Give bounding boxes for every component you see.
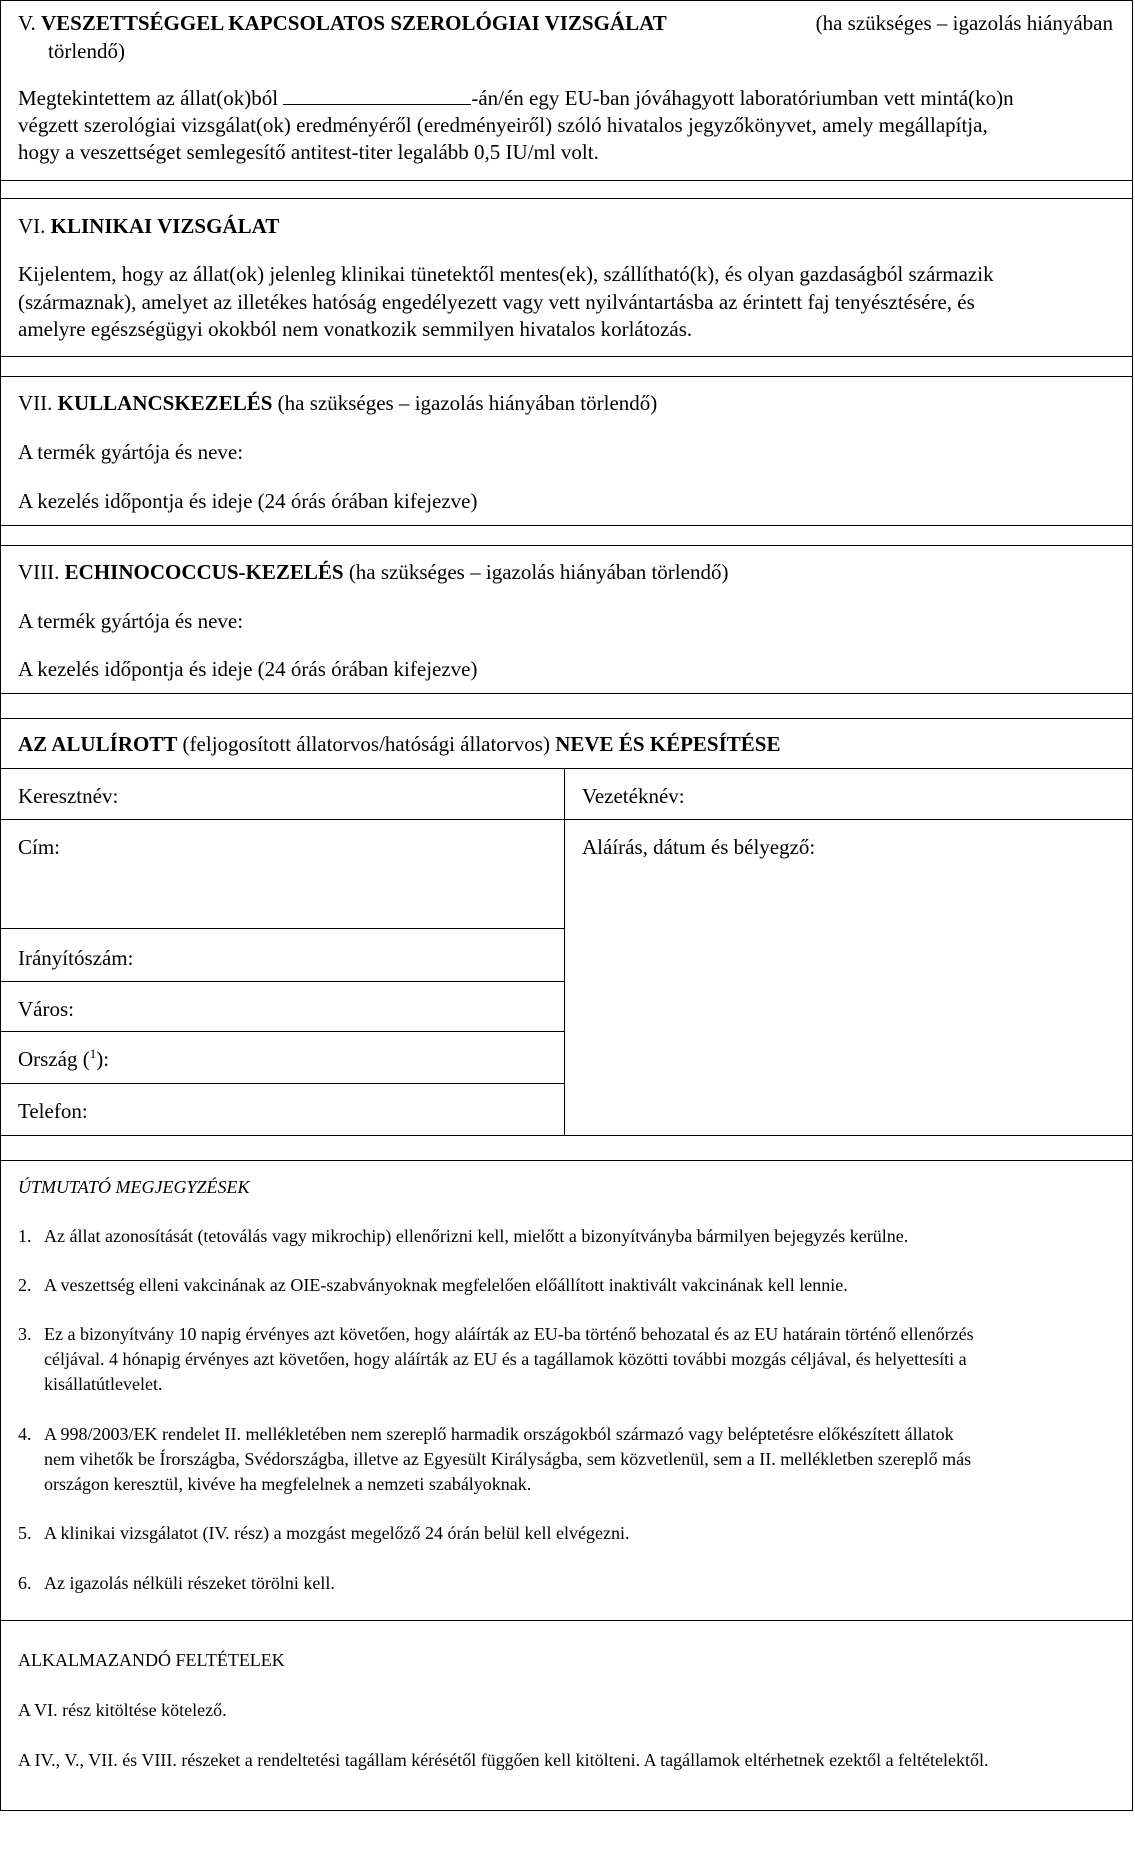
- divider: [0, 1083, 564, 1084]
- divider: [0, 525, 1133, 526]
- notes-heading: ÚTMUTATÓ MEGJEGYZÉSEK: [18, 1177, 250, 1197]
- divider: [0, 928, 564, 929]
- first-name-field[interactable]: Keresztnév:: [18, 784, 119, 808]
- note-5: 5. A klinikai vizsgálatot (IV. rész) a mozgást megelőző 24 órán belül kell elvégezni.: [18, 1523, 630, 1543]
- section-8-product-field[interactable]: A termék gyártója és neve:: [18, 609, 244, 633]
- section-5-line-1: Megtekintettem az állat(ok)ból -án/én egy EU-ban jóváhagyott laboratóriumban vett mintá(ko)n: [18, 86, 1014, 110]
- divider: [0, 1135, 1133, 1136]
- divider: [0, 693, 1133, 694]
- divider: [0, 1160, 1133, 1161]
- section-5-line-2: végzett szerológiai vizsgálat(ok) eredményéről (eredményeiről) szóló hivatalos jegyzőkönyvet, amely megállapítja,: [18, 113, 988, 137]
- note-1: 1. Az állat azonosítását (tetoválás vagy mikrochip) ellenőrizni kell, mielőtt a bizonyítványba bármilyen bejegyzés kerülne.: [18, 1226, 909, 1246]
- section-6-line-2: (származnak), amelyet az illetékes hatóság engedélyezett vagy vett nyilvántartásba az érintett faj tenyésztésére, és: [18, 290, 975, 314]
- condition-1: A VI. rész kitöltése kötelező.: [18, 1700, 227, 1720]
- country-field[interactable]: Ország ($^1$):: [18, 1046, 110, 1071]
- conditions-heading: ALKALMAZANDÓ FELTÉTELEK: [18, 1650, 285, 1670]
- section-7-product-field[interactable]: A termék gyártója és neve:: [18, 440, 244, 464]
- note-4-line-1: A 998/2003/EK rendelet II. mellékletében nem szereplő harmadik országokból származó vagy beléptetésre előkészített állatok: [44, 1424, 954, 1444]
- section-5-heading: V. VESZETTSÉGGEL KAPCSOLATOS SZEROLÓGIAI VIZSGÁLAT (ha szükséges – igazolás hiányában: [18, 11, 1113, 35]
- city-field[interactable]: Város:: [18, 997, 74, 1021]
- section-6-line-3: amelyre egészségügyi okokból nem vonatkozik semmilyen hivatalos korlátozás.: [18, 317, 693, 341]
- divider: [0, 768, 1133, 769]
- note-3-line-3: kisállatútlevelet.: [44, 1374, 163, 1394]
- phone-field[interactable]: Telefon:: [18, 1099, 88, 1123]
- top-border: [0, 0, 1133, 1]
- section-8-title: ECHINOCOCCUS-KEZELÉS: [64, 560, 344, 584]
- section-8-heading: VIII. ECHINOCOCCUS-KEZELÉS (ha szükséges – igazolás hiányában törlendő): [18, 560, 729, 584]
- signer-heading: AZ ALULÍROTT (feljogosított állatorvos/hatósági állatorvos) NEVE ÉS KÉPESÍTÉSE: [18, 732, 781, 756]
- divider: [0, 981, 564, 982]
- divider: [0, 1031, 564, 1032]
- divider: [0, 198, 1133, 199]
- note-2: 2. A veszettség elleni vakcinának az OIE-szabványoknak megfelelően előállított inaktivált vakcinának kell lennie.: [18, 1275, 848, 1295]
- section-7-heading: VII. KULLANCSKEZELÉS (ha szükséges – igazolás hiányában törlendő): [18, 391, 658, 415]
- divider: [0, 180, 1133, 181]
- note-3-label: 3.: [18, 1324, 32, 1344]
- signature-field[interactable]: Aláírás, dátum és bélyegző:: [582, 835, 816, 859]
- note-4-line-3: országon keresztül, kivéve ha megfelelnek a nemzeti szabályoknak.: [44, 1474, 532, 1494]
- divider: [0, 718, 1133, 719]
- condition-2: A IV., V., VII. és VIII. részeket a rendeltetési tagállam kérésétől függően kell kitölteni. A tagállamok eltérhetnek ezektől a feltételektől.: [18, 1750, 989, 1770]
- section-5-note: (ha szükséges – igazolás hiányában: [815, 11, 1113, 35]
- date-blank-field[interactable]: [283, 86, 471, 105]
- note-4-line-2: nem vihetők be Írországba, Svédországba, illetve az Egyesült Királyságba, sem közvetlenül, sem a II. mellékletben szereplő más: [44, 1449, 972, 1469]
- note-3-line-2: céljával. 4 hónapig érvényes azt követően, hogy aláírták az EU és a tagállamok közötti további mozgás céljával, és helyettesíti a: [44, 1349, 967, 1369]
- section-5-title: VESZETTSÉGGEL KAPCSOLATOS SZEROLÓGIAI VIZSGÁLAT: [40, 11, 667, 35]
- footnote-ref: 1: [89, 1046, 97, 1061]
- column-divider: [564, 768, 565, 1135]
- section-7-date-field[interactable]: A kezelés időpontja és ideje (24 órás órában kifejezve): [18, 489, 478, 513]
- section-8-date-field[interactable]: A kezelés időpontja és ideje (24 órás órában kifejezve): [18, 657, 478, 681]
- divider: [0, 545, 1133, 546]
- divider: [0, 1620, 1133, 1621]
- divider: [0, 819, 1133, 820]
- section-6-line-1: Kijelentem, hogy az állat(ok) jelenleg klinikai tünetektől mentes(ek), szállítható(k), és olyan gazdaságból származik: [18, 262, 994, 286]
- section-6-heading: VI. KLINIKAI VIZSGÁLAT: [18, 214, 280, 238]
- address-field[interactable]: Cím:: [18, 835, 61, 859]
- section-7-title: KULLANCSKEZELÉS: [57, 391, 273, 415]
- note-6: 6. Az igazolás nélküli részeket törölni kell.: [18, 1573, 335, 1593]
- divider: [0, 376, 1133, 377]
- section-6-title: KLINIKAI VIZSGÁLAT: [50, 214, 280, 238]
- section-5-line-3: hogy a veszettséget semlegesítő antitest-titer legalább 0,5 IU/ml volt.: [18, 140, 599, 164]
- right-border: [1132, 0, 1133, 1811]
- note-3-line-1: Ez a bizonyítvány 10 napig érvényes azt követően, hogy aláírták az EU-ba történő behozatal és az EU határain történő ellenőrzés: [44, 1324, 974, 1344]
- bottom-border: [0, 1810, 1133, 1811]
- note-4-label: 4.: [18, 1424, 32, 1444]
- section-5-note-end: törlendő): [48, 39, 125, 63]
- left-border: [0, 0, 1, 1811]
- last-name-field[interactable]: Vezetéknév:: [582, 784, 685, 808]
- postcode-field[interactable]: Irányítószám:: [18, 946, 134, 970]
- divider: [0, 356, 1133, 357]
